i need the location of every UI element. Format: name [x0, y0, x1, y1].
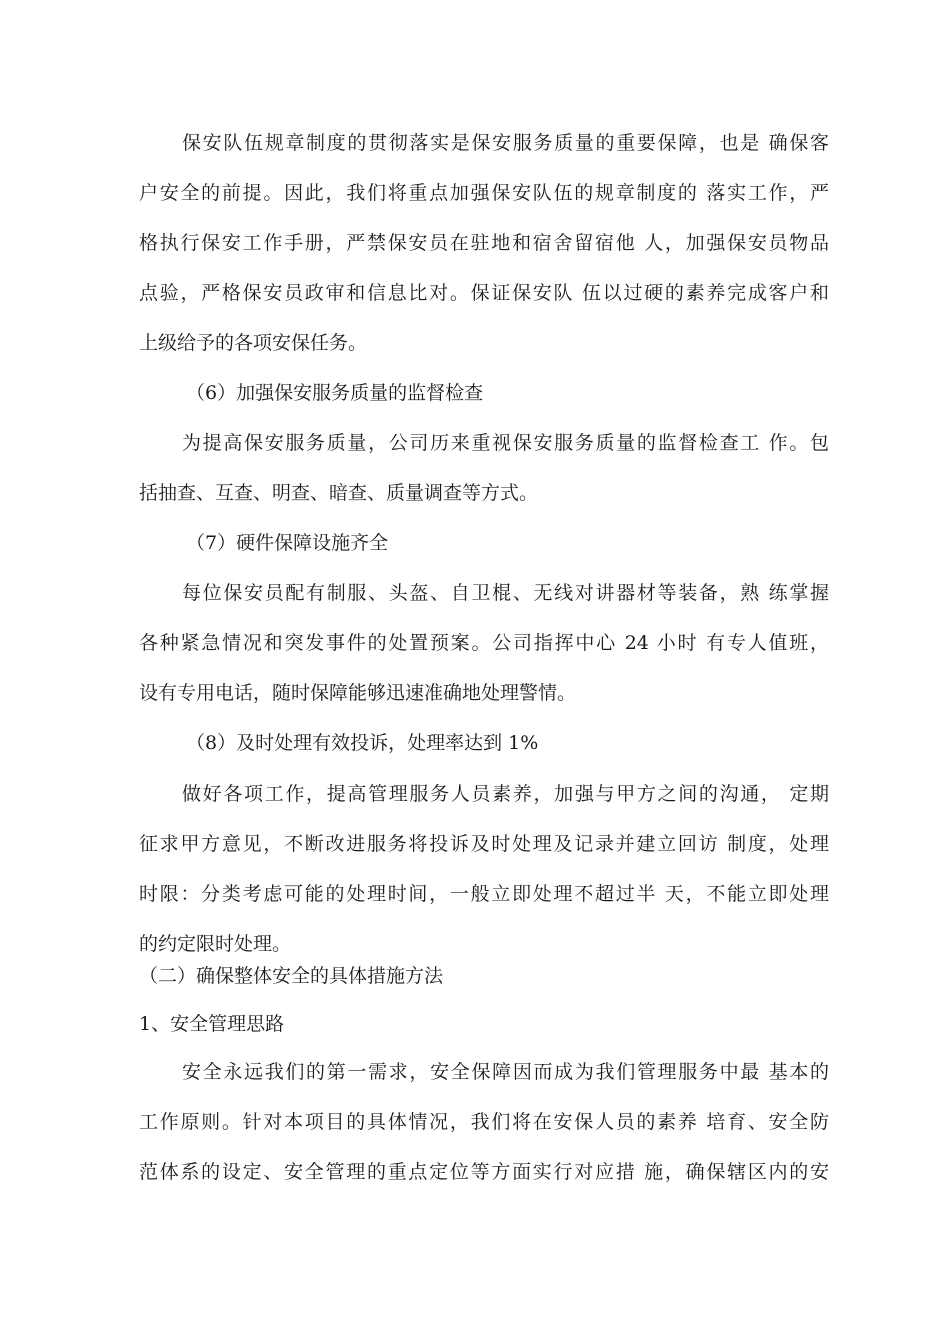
paragraph-line: 保安队伍规章制度的贯彻落实是保安服务质量的重要保障，也是 确保客 — [182, 132, 829, 154]
paragraph-line: 括抽查、互查、明查、暗查、质量调查等方式。 — [139, 482, 539, 504]
section-heading: （二）确保整体安全的具体措施方法 — [139, 965, 444, 987]
paragraph-line: 为提高保安服务质量，公司历来重视保安服务质量的监督检查工 作。包 — [182, 432, 829, 454]
subsection-heading: （6）加强保安服务质量的监督检查 — [186, 382, 484, 404]
paragraph-line: 点验，严格保安员政审和信息比对。保证保安队 伍以过硬的素养完成客户和 — [139, 282, 829, 304]
section-subheading: 1、安全管理思路 — [139, 1013, 285, 1035]
paragraph-line: 的约定限时处理。 — [139, 933, 292, 955]
paragraph-line: 户安全的前提。因此，我们将重点加强保安队伍的规章制度的 落实工作，严 — [139, 182, 829, 204]
paragraph-line: 各种紧急情况和突发事件的处置预案。公司指挥中心 24 小时 有专人值班， — [139, 632, 829, 654]
paragraph-line: 安全永远我们的第一需求，安全保障因而成为我们管理服务中最 基本的 — [182, 1061, 829, 1083]
paragraph-line: 征求甲方意见，不断改进服务将投诉及时处理及记录并建立回访 制度，处理 — [139, 833, 829, 855]
subsection-heading: （8）及时处理有效投诉，处理率达到 1% — [186, 732, 539, 754]
paragraph-line: 时限：分类考虑可能的处理时间，一般立即处理不超过半 天，不能立即处理 — [139, 883, 829, 905]
paragraph-line: 工作原则。针对本项目的具体情况，我们将在安保人员的素养 培育、安全防 — [139, 1111, 829, 1133]
paragraph-line: 设有专用电话，随时保障能够迅速准确地处理警情。 — [139, 682, 577, 704]
paragraph-line: 每位保安员配有制服、头盔、自卫棍、无线对讲器材等装备，熟 练掌握 — [182, 582, 829, 604]
paragraph-line: 做好各项工作，提高管理服务人员素养，加强与甲方之间的沟通， 定期 — [182, 783, 829, 805]
paragraph-line: 上级给予的各项安保任务。 — [139, 332, 368, 354]
subsection-heading: （7）硬件保障设施齐全 — [186, 532, 389, 554]
paragraph-line: 格执行保安工作手册，严禁保安员在驻地和宿舍留宿他 人，加强保安员物品 — [139, 232, 829, 254]
paragraph-line: 范体系的设定、安全管理的重点定位等方面实行对应措 施，确保辖区内的安 — [139, 1161, 829, 1183]
